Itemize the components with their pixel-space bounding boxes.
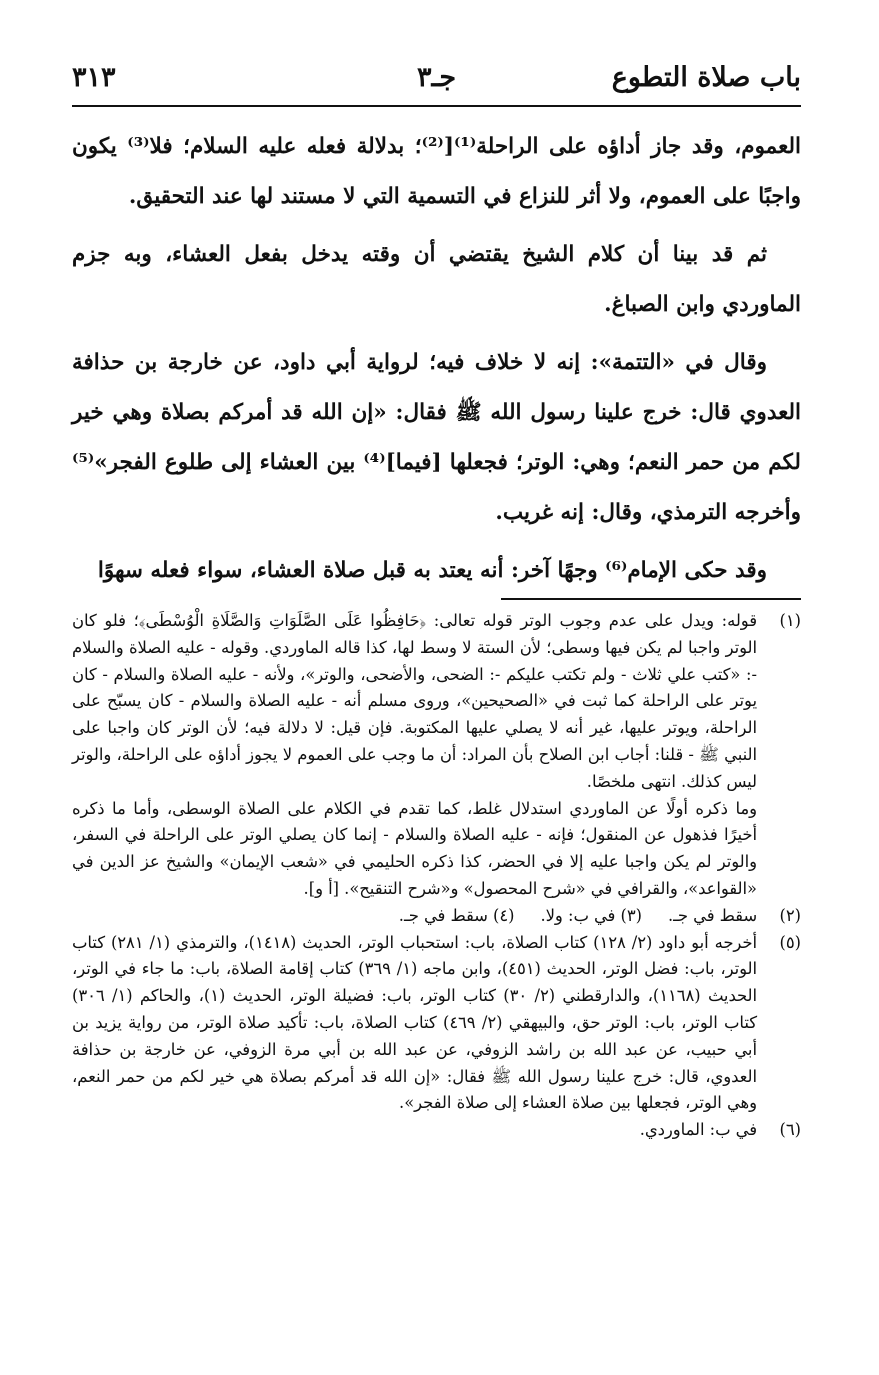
paragraph: وقد حكى الإمام⁽⁶⁾ وجهًا آخر: أنه يعتد به قبل صلاة العشاء، سواء فعله سهوًا [97,558,767,583]
footnote-divider [501,598,801,600]
paragraph: وقال في «التتمة»: إنه لا خلاف فيه؛ لرواية أبي داود، عن خارجة بن حذافة العدوي قال: خرج علينا رسول الله ﷺ فقال: «إن الله قد أمركم بصلاة وهي خير لكم من حمر النعم؛ وهي: الوتر؛ فجعلها [فيما]⁽⁴⁾ بين العشاء إلى طلوع الفجر»⁽⁵⁾ وأخرجه الترمذي، وقال: إنه غريب. [72,350,801,525]
main-text [72,122,801,604]
footnote-6 [72,1117,801,1144]
footnote-number: (٦) [779,1120,801,1140]
page-header [72,62,801,102]
footnote-1 [72,608,801,903]
footnotes [72,608,801,1144]
footnote-text: وما ذكره أولًا عن الماوردي استدلال غلط، كما تقدم في الكلام على الصلاة الوسطى، وأما ما ذكره أخيرًا فذهول عن المنقول؛ فإنه - عليه الصلاة والسلام - إنما كان يصلي الوتر على الراحلة في السفر، والوتر لم يكن واجبا عليه إلا في الحضر، كذا ذكره الحليمي في «شعب الإيمان» والشيخ عز الدين في «القواعد»، والقرافي في «شرح المحصول» و«شرح التنقيح». [أ و]. [72,798,757,898]
footnote-text: قوله: ويدل على عدم وجوب الوتر قوله تعالى: ﴿حَافِظُوا عَلَى الصَّلَوَاتِ وَالصَّلَاةِ الْوُسْطَى﴾؛ فلو كان الوتر واجبا لم يكن فيها وسطى؛ لأن الستة لا وسط لها، كذا قاله الماوردي. وقوله - عليه الصلاة والسلام -: «كتب علي ثلاث - ولم تكتب عليكم -: الضحى، والأضحى، والوتر»، ولأنه - عليه الصلاة والسلام - كان يوتر على الراحلة كما ثبت في «الصحيحين»، وروى مسلم أنه - عليه الصلاة والسلام - كان يسبّح على الراحلة، ويوتر عليها، غير أنه لا يصلي عليها المكتوبة. فإن قيل: لا دلالة فيه؛ لأن الوتر كان واجبا على النبي ﷺ - قلنا: أجاب ابن الصلاح بأن المراد: أن ما وجب على العموم لا يجوز أداؤه على الراحلة، والوتر ليس كذلك. انتهى ملخصًا. [72,611,757,791]
footnote-number: (٢) [779,905,801,925]
header-divider [72,105,801,107]
footnote-text: في ب: الماوردي. [639,1120,757,1140]
footnote-number: (١) [779,611,801,630]
footnote-text: (٤) سقط في جـ. [398,905,515,925]
paragraph: ثم قد بينا أن كلام الشيخ يقتضي أن وقته يدخل بفعل العشاء، وبه جزم الماوردي وابن الصباغ. [72,242,801,317]
volume-label: جـ٣ [416,62,457,93]
footnote-text: سقط في جـ. [667,905,757,925]
footnote-5 [72,930,801,1118]
footnote-number: (٥) [779,932,801,952]
footnote-text: (٣) في ب: ولا. [540,905,642,925]
paragraph: العموم، وقد جاز أداؤه على الراحلة⁽¹⁾[⁽²⁾؛ بدلالة فعله عليه السلام؛ فلا⁽³⁾ يكون واجبًا على العموم، ولا أثر للنزاع في التسمية التي لا مستند لها عند التحقيق. [72,134,802,209]
footnote-2-3-4 [72,903,801,930]
chapter-title: باب صلاة التطوع [611,62,801,93]
footnote-text: أخرجه أبو داود (٢/ ١٢٨) كتاب الصلاة، باب: استحباب الوتر، الحديث (١٤١٨)، والترمذي (١/ ٢٨١) كتاب الوتر، باب: فضل الوتر، الحديث (٤٥١)، وابن ماجه (١/ ٣٦٩) كتاب إقامة الصلاة، باب: ما جاء في الوتر، الحديث (١١٦٨)، والدارقطني (٢/ ٣٠) كتاب الوتر، باب: فضيلة الوتر، الحديث (١)، والحاكم (١/ ٣٠٦) كتاب الوتر، باب: الوتر حق، والبيهقي (٢/ ٤٦٩) كتاب الصلاة، باب: تأكيد صلاة الوتر، من رواية يزيد بن أبي حبيب، عن عبد الله بن راشد الزوفي، عن عبد الله بن أبي مرة الزوفي، عن خارجة بن حذافة العدوي، قال: خرج علينا رسول الله ﷺ فقال: «إن الله قد أمركم بصلاة هي خير لكم من حمر النعم، وهي الوتر، فجعلها بين صلاة العشاء إلى صلاة الفجر». [72,932,757,1113]
page-number: ٣١٣ [72,62,116,93]
footnote-inline-group [72,903,757,930]
